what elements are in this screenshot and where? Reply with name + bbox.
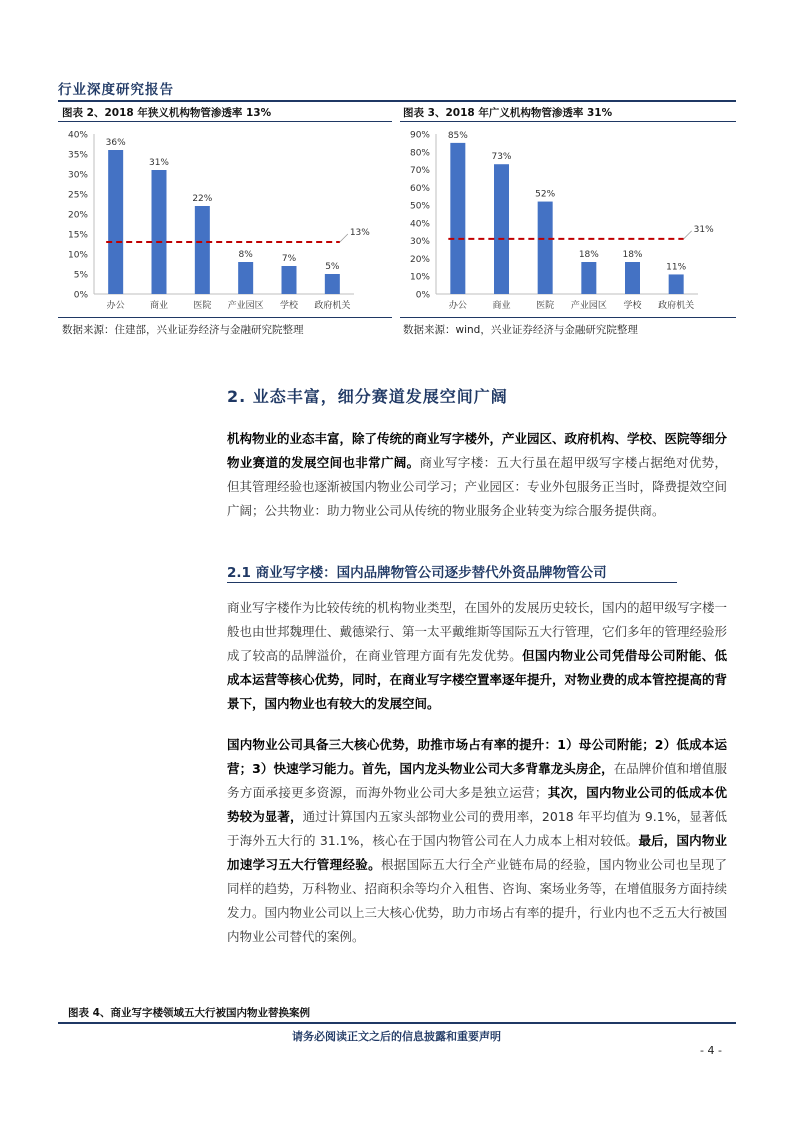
data-label: 85% <box>447 130 468 141</box>
paragraph-intro-bold: 机构物业的业态丰富，除了传统的商业写字楼外，产业园区、政府机构、学校、医院等细分物业赛道的发展空间也非常广阔。 <box>227 431 728 470</box>
chart-broad-penetration <box>400 124 736 316</box>
paragraph-advantages <box>227 733 727 949</box>
footer-divider <box>58 1022 736 1024</box>
data-label: 36% <box>105 138 126 148</box>
bar-医院 <box>195 206 210 294</box>
bar-商业 <box>152 170 167 294</box>
bar-学校 <box>625 262 640 294</box>
y-tick-label: 0% <box>73 290 88 301</box>
bar-医院 <box>538 202 553 294</box>
bar-学校 <box>282 266 297 294</box>
data-label: 73% <box>491 152 512 163</box>
data-label: 11% <box>666 262 687 273</box>
x-tick-label: 政府机关 <box>314 301 351 311</box>
bar-产业园区 <box>581 262 596 294</box>
paragraph-office-text: 商业写字楼作为比较传统的机构物业类型，在国外的发展历史较长，国内的超甲级写字楼一般也由世邦魏理仕、戴德梁行、第一太平戴维斯等国际五大行管理，它们多年的管理经验形成了较高的品牌溢价，在商业管理方面有先发优势。 <box>227 600 728 663</box>
y-tick-label: 10% <box>67 250 88 261</box>
y-tick-label: 10% <box>409 272 430 283</box>
y-tick-label: 20% <box>67 210 88 221</box>
paragraph-intro <box>227 427 727 523</box>
page-number: - 4 - <box>700 1044 722 1057</box>
subsection-title: 2.1 商业写字楼：国内品牌物管公司逐步替代外资品牌物管公司 <box>227 565 607 581</box>
y-tick-label: 25% <box>67 190 88 201</box>
x-tick-label: 产业园区 <box>227 301 264 311</box>
advantages-bold-1: 国内物业公司具备三大核心优势，助推市场占有率的提升：1）母公司附能；2）低成本运营；3）快速学习能力。首先，国内龙头物业公司大多背靠龙头房企， <box>227 737 727 776</box>
x-tick-label: 学校 <box>279 301 299 311</box>
data-label: 22% <box>192 194 213 204</box>
bar-办公 <box>450 143 465 294</box>
x-tick-label: 医院 <box>193 301 212 311</box>
y-tick-label: 20% <box>409 254 430 265</box>
figure-2-title: 图表 2、2018 年狭义机构物管渗透率 13% <box>62 107 272 119</box>
paragraph-intro-text: 商业写字楼：五大行虽在超甲级写字楼占据绝对优势，但其管理经验也逐渐被国内物业公司学习；产业园区：专业外包服务正当时，降费提效空间广阔；公共物业：助力物业公司从传统的物业服务企业转变为综合服务提供商。 <box>227 455 728 518</box>
x-tick-label: 政府机关 <box>658 301 695 311</box>
figure-2-title-rule <box>58 121 392 122</box>
figure-3-title: 图表 3、2018 年广义机构物管渗透率 31% <box>403 107 613 119</box>
report-header-title: 行业深度研究报告 <box>58 82 174 98</box>
data-label: 18% <box>622 250 643 260</box>
data-label: 5% <box>325 262 340 272</box>
x-tick-label: 商业 <box>492 301 511 311</box>
disclaimer-note: 请务必阅读正文之后的信息披露和重要声明 <box>292 1030 501 1043</box>
advantages-text-3: 根据国际五大行全产业链布局的经验，国内物业公司也呈现了同样的趋势，万科物业、招商积余等均介入租售、咨询、案场业务等，在增值服务方面持续发力。国内物业公司以上三大核心优势，助力市场占有率的提升，行业内也不乏五大行被国内物业公司替代的案例。 <box>227 857 728 944</box>
figure-4-title: 图表 4、商业写字楼领域五大行被国内物业替换案例 <box>68 1007 310 1019</box>
reference-label: 13% <box>349 228 370 238</box>
x-tick-label: 商业 <box>149 301 169 311</box>
figure-3-bottom-rule <box>400 317 736 318</box>
advantages-bold-3: 最后，国内物业加速学习五大行管理经验。 <box>227 833 727 872</box>
reference-label: 31% <box>693 224 714 235</box>
y-tick-label: 70% <box>409 166 430 177</box>
bar-政府机关 <box>669 274 684 294</box>
data-label: 18% <box>578 250 599 260</box>
data-label: 31% <box>148 158 170 168</box>
x-tick-label: 办公 <box>448 301 467 311</box>
figure-3-title-rule <box>400 121 736 122</box>
y-tick-label: 35% <box>67 150 88 161</box>
bar-政府机关 <box>325 274 340 294</box>
advantages-text-2: 通过计算国内五家头部物业公司的费用率，2018 年平均值为 9.1%，显著低于海外五大行的 31.1%，核心在于国内物管公司在人力成本上相对较低。 <box>227 809 727 848</box>
bar-商业 <box>494 164 509 294</box>
x-tick-label: 学校 <box>623 301 642 311</box>
x-tick-label: 产业园区 <box>570 301 607 311</box>
subsection-underline <box>227 582 677 583</box>
section-title: 2. 业态丰富，细分赛道发展空间广阔 <box>227 387 508 406</box>
data-label: 7% <box>281 254 297 264</box>
y-tick-label: 40% <box>409 219 430 230</box>
advantages-text-1: 在品牌价值和增值服务方面承接更多资源，而海外物业公司大多是独立运营； <box>227 761 727 800</box>
y-tick-label: 5% <box>73 270 88 281</box>
x-tick-label: 医院 <box>536 301 555 311</box>
y-tick-label: 40% <box>67 130 88 141</box>
figure-2-bottom-rule <box>58 317 392 318</box>
reference-leader <box>684 231 692 239</box>
y-tick-label: 50% <box>409 201 430 212</box>
paragraph-office <box>227 596 727 716</box>
y-tick-label: 60% <box>409 183 430 194</box>
data-label: 52% <box>535 189 556 200</box>
y-tick-label: 80% <box>409 148 430 159</box>
reference-leader <box>340 234 348 242</box>
chart-narrow-penetration <box>58 124 392 316</box>
data-label: 8% <box>238 250 253 260</box>
y-tick-label: 0% <box>415 290 430 301</box>
y-tick-label: 30% <box>67 170 88 181</box>
bar-办公 <box>108 150 123 294</box>
header-divider <box>58 100 736 102</box>
figure-2-source: 数据来源：住建部，兴业证券经济与金融研究院整理 <box>62 324 304 336</box>
bar-产业园区 <box>238 262 253 294</box>
y-tick-label: 15% <box>67 230 88 241</box>
paragraph-office-bold: 但国内物业公司凭借母公司附能、低成本运营等核心优势，同时，在商业写字楼空置率逐年提升，对物业费的成本管控提高的背景下，国内物业也有较大的发展空间。 <box>227 648 728 711</box>
figure-3-source: 数据来源：wind，兴业证券经济与金融研究院整理 <box>403 324 638 336</box>
advantages-bold-2: 其次，国内物业公司的低成本优势较为显著， <box>227 785 727 824</box>
y-tick-label: 90% <box>409 130 430 141</box>
x-tick-label: 办公 <box>106 301 125 311</box>
y-tick-label: 30% <box>409 237 430 248</box>
